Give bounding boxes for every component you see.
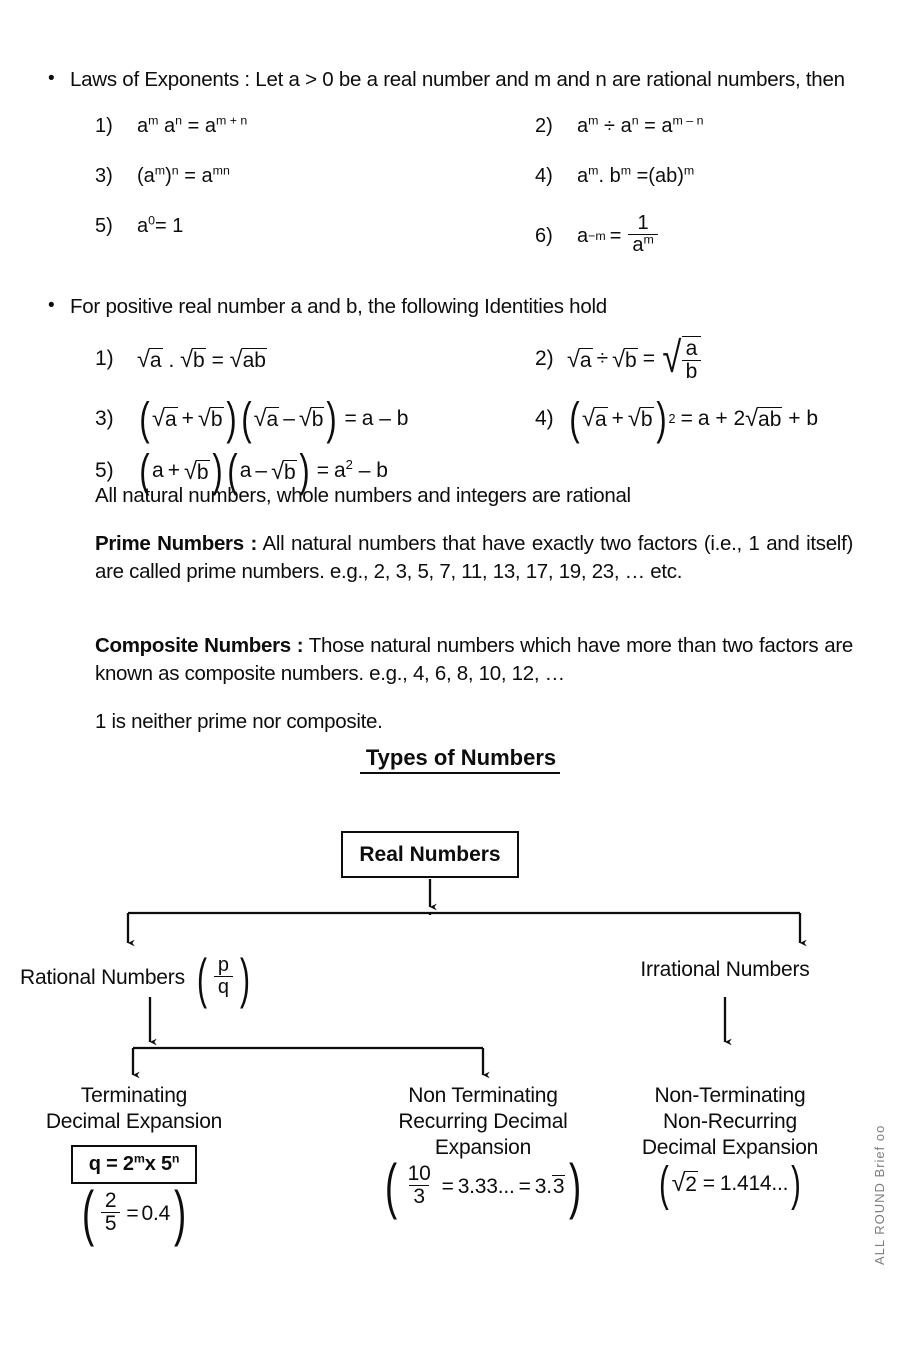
identity-item-4	[535, 392, 880, 444]
law-6-base-a: a	[577, 224, 589, 247]
law-6-number: 6)	[535, 224, 553, 247]
types-of-numbers-diagram	[0, 745, 920, 1285]
terminating-example-value: 0.4	[141, 1202, 171, 1226]
law-item-6	[535, 212, 880, 258]
sqrt-icon: √a	[137, 345, 162, 372]
identity-2-equals: =	[642, 347, 655, 371]
law-5-formula	[137, 215, 535, 238]
identity-4-coeff: 2	[733, 406, 746, 430]
sqrt-icon: √b	[180, 345, 205, 372]
node-nonrecurring-line-3: Decimal Expansion	[641, 1136, 819, 1159]
law-3-equals: =	[184, 165, 196, 187]
laws-lead-text: Laws of Exponents : Let a > 0 be a real number and m and n are rational numbers, then	[70, 68, 845, 91]
laws-list	[40, 115, 880, 258]
identities-lead-text: For positive real number a and b, the following Identities hold	[70, 295, 607, 318]
laws-lead-row	[40, 64, 880, 95]
law-2-exp-m: m	[588, 113, 599, 128]
prime-numbers-label: Prime Numbers :	[95, 532, 257, 555]
sqrt-icon: √b	[627, 405, 653, 432]
q-formula-mid: x 5	[144, 1153, 172, 1175]
composite-numbers-label: Composite Numbers :	[95, 634, 304, 657]
sqrt-icon: √b	[298, 405, 324, 432]
diagram-title: Types of Numbers	[0, 745, 920, 771]
node-irrational-numbers-label: Irrational Numbers	[640, 958, 810, 981]
identity-item-3	[95, 392, 535, 444]
identity-5-rhs: $a^2$ – b	[333, 457, 388, 483]
node-real-numbers	[341, 831, 519, 878]
law-3-rhs-base: a	[201, 165, 213, 187]
q-formula-exp-n: n	[171, 1151, 180, 1166]
q-formula-box-wrap	[18, 1145, 250, 1184]
recurring-example-eq2: =	[518, 1175, 531, 1199]
recurring-example-v2: 3.3	[534, 1175, 565, 1199]
identity-3-number: 3)	[95, 406, 114, 430]
nonrecurring-equals: =	[702, 1172, 715, 1196]
law-2-equals: =	[644, 115, 656, 137]
node-nonrecurring-line-2: Non-Recurring	[663, 1110, 797, 1133]
sqrt-icon: √a	[152, 405, 177, 432]
identity-1-number: 1)	[95, 347, 114, 371]
node-terminating-line-1: Terminating	[80, 1084, 188, 1107]
law-4-rhs-ab: ab	[654, 165, 678, 187]
identity-4-rhs-a: a +	[697, 406, 728, 430]
sqrt-icon: √b	[197, 405, 223, 432]
sqrt-icon: √b	[612, 345, 637, 372]
law-6-numerator: 1	[637, 212, 649, 234]
law-1-base-a2: a	[164, 115, 176, 137]
law-5-rhs-one: 1	[172, 215, 184, 237]
terminating-example-equals: =	[126, 1202, 139, 1226]
identity-3-equals: =	[344, 406, 357, 430]
identity-1-formula	[137, 346, 535, 373]
q-formula-exp-m: m	[133, 1151, 145, 1166]
law-4-formula: $a^m$. $b^m =(ab)^m$	[577, 163, 695, 187]
terminating-example-num: 2	[104, 1189, 117, 1212]
identity-2-numerator: a	[685, 337, 698, 360]
law-5-equals: =	[155, 215, 167, 237]
identity-5-number: 5)	[95, 459, 114, 483]
law-3-exp-n: n	[171, 163, 179, 178]
identities-lead-row	[40, 291, 880, 322]
law-4-exp-m2: m	[620, 163, 632, 178]
bullet-icon: •	[48, 68, 55, 89]
law-5-number: 5)	[95, 215, 113, 237]
law-6-fraction	[628, 213, 657, 256]
node-recurring-line-3: Expansion	[434, 1136, 532, 1159]
law-1-rhs-exp: m + n	[215, 113, 248, 128]
law-1-exp-m: m	[148, 113, 159, 128]
node-terminating-decimal	[18, 1083, 250, 1248]
sqrt-icon: √b	[271, 457, 296, 484]
identity-4-number: 4)	[535, 406, 554, 430]
sqrt-icon: √a	[253, 405, 279, 432]
node-nonrecurring-line-1: Non-Terminating	[654, 1084, 806, 1107]
paren-group-4: ( a + √b )	[139, 445, 223, 497]
law-4-rhs-exp: m	[683, 163, 695, 178]
sqrt-icon: √b	[184, 457, 209, 484]
sqrt-icon: √ $\frac{a}{b}$	[660, 336, 704, 383]
terminating-example: ( $\frac{2}{5}$ = 0.4 )	[81, 1179, 187, 1248]
identity-3-formula	[137, 392, 535, 444]
recurring-example-v1: 3.33...	[457, 1175, 515, 1199]
nonrecurring-value: 1.414...	[719, 1172, 789, 1196]
composite-numbers-paragraph	[95, 632, 853, 687]
law-1-equals: =	[187, 115, 200, 137]
one-note: 1 is neither prime nor composite.	[95, 710, 383, 733]
law-2-rhs-base: a	[661, 115, 673, 137]
identity-3-rhs: a – b	[361, 406, 409, 430]
prime-numbers-text: All natural numbers that have exactly two factors (i.e., 1 and itself) are called prime numbers. e.g., 2, 3, 5, 7, 11, 13, 17, 19, 23, … etc.	[95, 532, 853, 583]
sqrt-icon: √2	[671, 1169, 697, 1198]
paren-group-3: ( √a + √b )	[569, 392, 667, 444]
sqrt-icon: √a	[567, 345, 592, 372]
law-item-2	[535, 115, 880, 138]
identity-2-number: 2)	[535, 347, 554, 371]
law-3-base-a: a	[143, 165, 155, 187]
identity-1-equals: =	[211, 348, 224, 372]
bullet-icon: •	[48, 295, 55, 316]
node-non-terminating-non-recurring	[600, 1083, 860, 1211]
q-formula-lhs: q = 2	[88, 1153, 134, 1175]
identity-item-2	[535, 336, 880, 383]
paren-group-2: ( √a – √b )	[240, 392, 338, 444]
law-2-base-a2: a	[620, 115, 632, 137]
sqrt-icon: √ab	[745, 405, 782, 432]
rational-note: All natural numbers, whole numbers and integers are rational	[95, 484, 631, 507]
identity-5-equals: =	[316, 459, 329, 483]
law-6-formula: a −m = $\frac{1}{a^m}$	[577, 215, 880, 258]
node-terminating-line-2: Decimal Expansion	[45, 1110, 223, 1133]
q-formula-box	[71, 1145, 198, 1184]
identity-4-equals: =	[680, 406, 693, 430]
law-2-number: 2)	[535, 115, 553, 137]
law-4-number: 4)	[535, 165, 553, 187]
law-3-exp-m: m	[154, 163, 166, 178]
paren-group-1: ( √a + √b )	[139, 392, 237, 444]
rational-q: q	[214, 976, 233, 998]
law-2-base-a: a	[577, 115, 589, 137]
law-1-rhs-base: a	[204, 115, 216, 137]
nonrecurring-example: ( √2 = 1.414... )	[658, 1157, 802, 1211]
node-recurring-line-1: Non Terminating	[408, 1084, 558, 1107]
law-4-dot: .	[598, 165, 605, 187]
law-1-base-a: a	[137, 115, 149, 137]
node-rational-numbers-label: Rational Numbers	[20, 966, 185, 990]
law-4-base-a: a	[577, 165, 589, 187]
law-5-exp-zero: 0	[148, 213, 156, 228]
recurring-example-num: 10	[407, 1162, 431, 1185]
recurring-example-eq1: =	[441, 1175, 454, 1199]
identity-1-dot: .	[168, 348, 175, 372]
law-3-rhs-exp: mn	[212, 163, 230, 178]
law-3-formula: $(a^m)^n = a^{mn}$	[137, 163, 230, 187]
law-item-1	[95, 115, 535, 138]
law-4-exp-m1: m	[588, 163, 599, 178]
law-item-5	[95, 215, 535, 258]
node-real-numbers-label: Real Numbers	[359, 842, 501, 866]
page-watermark: ALL ROUND Brief oo	[872, 1124, 887, 1266]
identity-2-denominator: b	[682, 360, 702, 383]
law-6-equals: =	[609, 224, 622, 247]
law-5-base-a: a	[137, 215, 149, 237]
node-irrational-numbers	[585, 957, 865, 983]
law-item-4	[535, 165, 880, 188]
recurring-example: ( $\frac{10}{3}$ = 3.33... = 3.3 )	[384, 1152, 582, 1221]
nonrecurring-radicand: 2	[685, 1173, 697, 1197]
paren-group-5: ( a – √b )	[227, 445, 310, 497]
prime-numbers-paragraph	[95, 530, 853, 585]
node-non-terminating-recurring	[350, 1083, 616, 1221]
identity-4-formula: ( √a + √b ) 2 = a + 2 √ab + b	[567, 403, 880, 436]
law-item-3	[95, 165, 535, 188]
laws-of-exponents-section	[40, 64, 880, 258]
recurring-example-den: 3	[409, 1185, 428, 1208]
law-1-number: 1)	[95, 115, 113, 137]
law-1-formula	[137, 115, 535, 138]
repeating-overbar: 3	[552, 1175, 565, 1199]
law-2-exp-n: n	[631, 113, 639, 128]
law-6-denominator: $a^m$	[628, 234, 657, 256]
rational-p: p	[217, 954, 229, 976]
identity-item-1	[95, 336, 535, 383]
law-2-rhs-exp: m – n	[672, 113, 704, 128]
identity-2-formula	[567, 336, 880, 383]
node-rational-numbers	[20, 947, 310, 1009]
law-4-equals: =	[636, 165, 649, 187]
divide-icon: ÷	[596, 347, 609, 371]
terminating-example-den: 5	[101, 1212, 120, 1235]
identity-4-rhs-b: + b	[788, 406, 819, 430]
law-1-exp-n: n	[175, 113, 183, 128]
law-3-number: 3)	[95, 165, 113, 187]
node-recurring-line-2: Recurring Decimal	[398, 1110, 568, 1133]
rational-pq-annotation: ( $\frac{p}{q}$ )	[196, 947, 250, 1009]
divide-icon: ÷	[604, 115, 615, 137]
composite-numbers-text: Those natural numbers which have more than two factors are known as composite numbers. e.g., 4, 6, 8, 10, 12, …	[95, 634, 853, 685]
sqrt-icon: √a	[582, 405, 607, 432]
law-2-formula	[577, 115, 880, 138]
sqrt-icon: √ab	[229, 345, 266, 372]
law-4-base-b: b	[609, 165, 621, 187]
